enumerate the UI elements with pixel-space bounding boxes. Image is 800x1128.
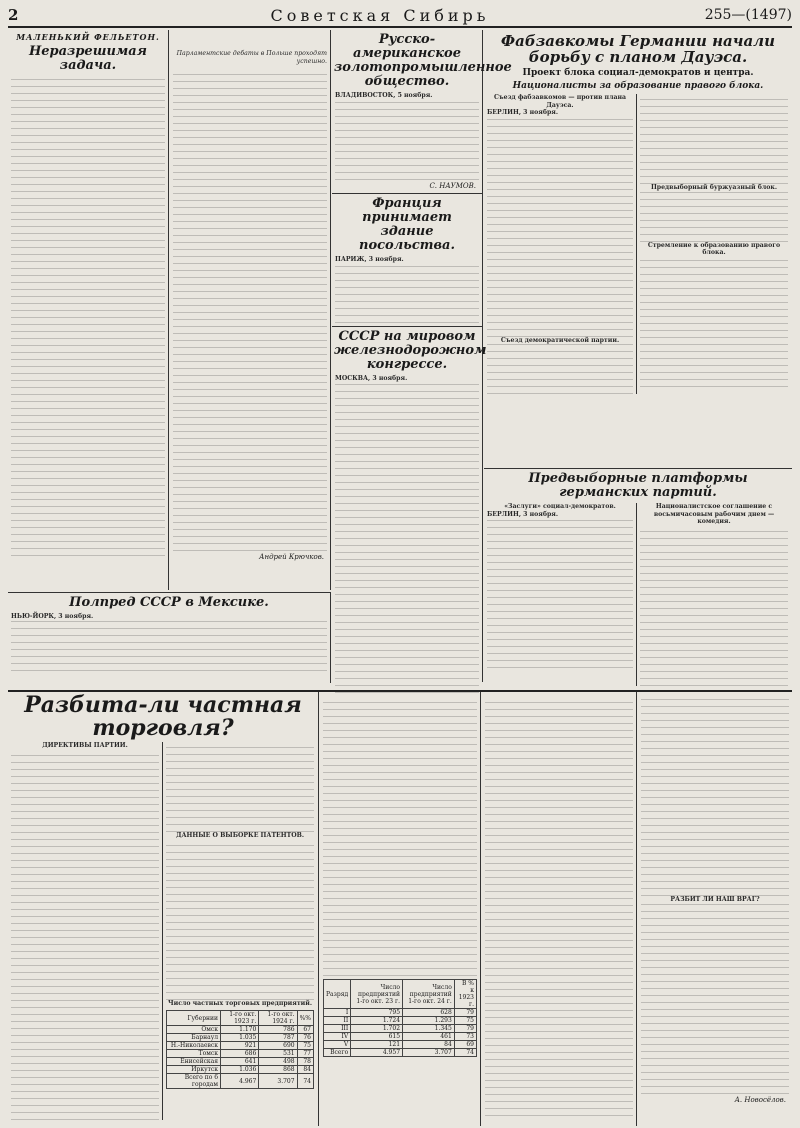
- table-cell: 67: [297, 1026, 313, 1034]
- table-cell: 3.707: [259, 1074, 297, 1089]
- table-cell: 628: [403, 1009, 455, 1017]
- germany-subtitle2: Националисты за образование правого блока.: [512, 81, 764, 91]
- table-header-cell: %%: [297, 1011, 313, 1026]
- table1: [166, 1010, 314, 1089]
- table-cell: Томск: [167, 1050, 221, 1058]
- germany-article: [484, 30, 792, 466]
- table-cell: 868: [259, 1066, 297, 1074]
- newspaper-title: Советская Сибирь: [270, 5, 490, 25]
- feuilleton-body-left: [11, 76, 165, 556]
- table-cell: 1.724: [351, 1017, 403, 1025]
- table-cell: Всего по 6 городам: [167, 1074, 221, 1089]
- germany-body3: [640, 94, 788, 184]
- trade-col1: [8, 692, 319, 1126]
- platforms-section1: «Заслуги» социал-демократов.: [504, 503, 616, 510]
- table-cell: 4.967: [221, 1074, 259, 1089]
- feuilleton-kicker: МАЛЕНЬКИЙ ФЕЛЬЕТОН.: [16, 32, 160, 42]
- trade-body2: [166, 742, 314, 832]
- table-cell: Барнаул: [167, 1034, 221, 1042]
- france-dateline: ПАРИЖ, 3 ноября.: [335, 255, 404, 263]
- table-cell: 1.170: [221, 1026, 259, 1034]
- table-cell: 615: [351, 1033, 403, 1041]
- table-cell: 84: [297, 1066, 313, 1074]
- table-cell: 79: [454, 1009, 476, 1017]
- table-row: [167, 1074, 314, 1089]
- table-cell: 1.293: [403, 1017, 455, 1025]
- trade-col5: [638, 692, 792, 1126]
- table-cell: 77: [297, 1050, 313, 1058]
- railway-dateline: МОСКВА, 3 ноября.: [335, 375, 408, 383]
- table-header-cell: Разряд: [324, 980, 351, 1009]
- table-row: [167, 1042, 314, 1050]
- trade-article: [8, 690, 792, 1126]
- table-cell: 641: [221, 1058, 259, 1066]
- table-header-cell: 1-го окт. 1924 г.: [259, 1011, 297, 1026]
- table-header-cell: 1-го окт. 1923 г.: [221, 1011, 259, 1026]
- table-header-cell: Число предприятий 1-го окт. 23 г.: [351, 980, 403, 1009]
- table-cell: 69: [454, 1041, 476, 1049]
- table-cell: 75: [454, 1017, 476, 1025]
- germany-section1: Съезд фабзавкомов — против плана Дауэса.: [494, 94, 626, 109]
- table-cell: 1.702: [351, 1025, 403, 1033]
- top-section: [8, 30, 792, 682]
- table-cell: 78: [297, 1058, 313, 1066]
- trade-body4: [323, 696, 477, 976]
- feuilleton-author: Андрей Крючков.: [259, 553, 324, 562]
- table-cell: 686: [221, 1050, 259, 1058]
- russo-american-title: Русско-американское золотопромышленное общество.: [334, 32, 512, 89]
- table2: [323, 979, 477, 1057]
- russo-american-body: [335, 100, 479, 180]
- feuilleton-epigraph: Парламентские дебаты в Польше проходят успешно.: [176, 50, 327, 65]
- france-title: Франция принимает здание посольства.: [359, 195, 455, 253]
- table-cell: 787: [259, 1034, 297, 1042]
- table-cell: III: [324, 1025, 351, 1033]
- trade-body3: [166, 840, 314, 1000]
- russo-american-dateline: ВЛАДИВОСТОК, 5 ноября.: [335, 92, 433, 99]
- table-cell: 795: [351, 1009, 403, 1017]
- russo-american-author: С. НАУМОВ.: [429, 181, 476, 190]
- table-cell: 3.707: [403, 1049, 455, 1057]
- trade-section1: ДИРЕКТИВЫ ПАРТИИ.: [42, 742, 128, 749]
- table-cell: 74: [454, 1049, 476, 1057]
- table-cell: 4.957: [351, 1049, 403, 1057]
- table-cell: Н.-Николаевск: [167, 1042, 221, 1050]
- table-cell: 498: [259, 1058, 297, 1066]
- feuilleton-body-right: [173, 71, 327, 551]
- trade-body6: [641, 696, 789, 896]
- table-cell: 1.036: [221, 1066, 259, 1074]
- table-row: [324, 1041, 477, 1049]
- table-cell: 75: [297, 1042, 313, 1050]
- table-cell: 786: [259, 1026, 297, 1034]
- table-cell: 76: [297, 1034, 313, 1042]
- news-column: [332, 30, 512, 682]
- germany-section4: Стремление к образованию правого блока.: [647, 241, 781, 257]
- table-cell: Омск: [167, 1026, 221, 1034]
- trade-body1: [11, 750, 159, 1120]
- germany-dateline: БЕРЛИН, 3 ноября.: [487, 109, 558, 117]
- table-row: [167, 1050, 314, 1058]
- railway-body: [335, 383, 479, 693]
- trade-col4: [482, 692, 637, 1126]
- table1-caption: Число частных торговых предприятий.: [167, 999, 312, 1007]
- table-cell: Всего: [324, 1049, 351, 1057]
- france-body: [335, 263, 479, 323]
- page-number: 2: [8, 6, 19, 24]
- trade-body5: [485, 696, 633, 1116]
- mexico-article: [8, 592, 331, 683]
- platforms-title: Предвыборные платформы германских партий.: [528, 471, 748, 500]
- platforms-body2: [640, 526, 788, 686]
- table-cell: 461: [403, 1033, 455, 1041]
- mexico-dateline: НЬЮ-ЙОРК, 3 ноября.: [11, 613, 94, 620]
- platforms-dateline: БЕРЛИН, 3 ноября.: [487, 510, 558, 518]
- table-row: [324, 1049, 477, 1057]
- table-cell: 74: [297, 1074, 313, 1089]
- issue-number: 255—(1497): [704, 7, 792, 23]
- platforms-article: [484, 468, 792, 683]
- table-row: [324, 1025, 477, 1033]
- table-row: [324, 1033, 477, 1041]
- table-row: [324, 1017, 477, 1025]
- germany-section2: Съезд демократической партии.: [500, 336, 620, 344]
- table-row: [167, 1066, 314, 1074]
- table-row: [167, 1058, 314, 1066]
- germany-body1: [487, 117, 633, 337]
- mexico-body: [11, 621, 327, 671]
- table-cell: IV: [324, 1033, 351, 1041]
- mexico-title: Полпред СССР в Мексике.: [69, 595, 269, 610]
- table-header-cell: Число предприятий 1-го окт. 24 г.: [403, 980, 455, 1009]
- table-row: [167, 1026, 314, 1034]
- germany-body5: [640, 257, 788, 387]
- table-row: [167, 1034, 314, 1042]
- table-cell: 531: [259, 1050, 297, 1058]
- table-cell: II: [324, 1017, 351, 1025]
- trade-section2: ДАННЫЕ О ВЫБОРКЕ ПАТЕНТОВ.: [175, 832, 304, 839]
- railway-title: СССР на мировом железнодорожном конгрессе.: [334, 329, 487, 373]
- germany-section3: Предвыборный буржуазный блок.: [650, 184, 778, 191]
- trade-title: Разбита-ли частная торговля?: [24, 692, 302, 741]
- feuilleton-col2: [170, 30, 331, 590]
- table-cell: 84: [403, 1041, 455, 1049]
- germany-body2: [487, 344, 633, 394]
- table-cell: 121: [351, 1041, 403, 1049]
- table-cell: 690: [259, 1042, 297, 1050]
- table-cell: I: [324, 1009, 351, 1017]
- table-cell: 73: [454, 1033, 476, 1041]
- feuilleton-col1: [8, 30, 169, 590]
- trade-col3: [320, 692, 481, 1126]
- trade-body7: [641, 904, 789, 1094]
- table-cell: 921: [221, 1042, 259, 1050]
- platforms-body1: [487, 518, 633, 668]
- table-cell: 79: [454, 1025, 476, 1033]
- feuilleton-title: Неразрешимая задача.: [28, 44, 148, 73]
- table-cell: V: [324, 1041, 351, 1049]
- germany-subtitle: Проект блока социал-демократов и центра.: [522, 68, 754, 78]
- germany-body4: [640, 192, 788, 242]
- platforms-section2: Националистское соглашение с восьмичасовым рабочим днем — комедия.: [653, 503, 775, 526]
- table-cell: Енисейская: [167, 1058, 221, 1066]
- table-header-cell: Губернии: [167, 1011, 221, 1026]
- table-header-cell: В % к 1923 г.: [454, 980, 476, 1009]
- table-cell: Иркутск: [167, 1066, 221, 1074]
- trade-section3: РАЗБИТ ЛИ НАШ ВРАГ?: [670, 896, 760, 903]
- table-cell: 1.035: [221, 1034, 259, 1042]
- masthead: [8, 4, 792, 28]
- table-row: [324, 1009, 477, 1017]
- table-cell: 1.345: [403, 1025, 455, 1033]
- germany-title: Фабзавкомы Германии начали борьбу с планом Дауэса.: [500, 32, 776, 66]
- trade-author: А. Новосёлов.: [734, 1095, 786, 1104]
